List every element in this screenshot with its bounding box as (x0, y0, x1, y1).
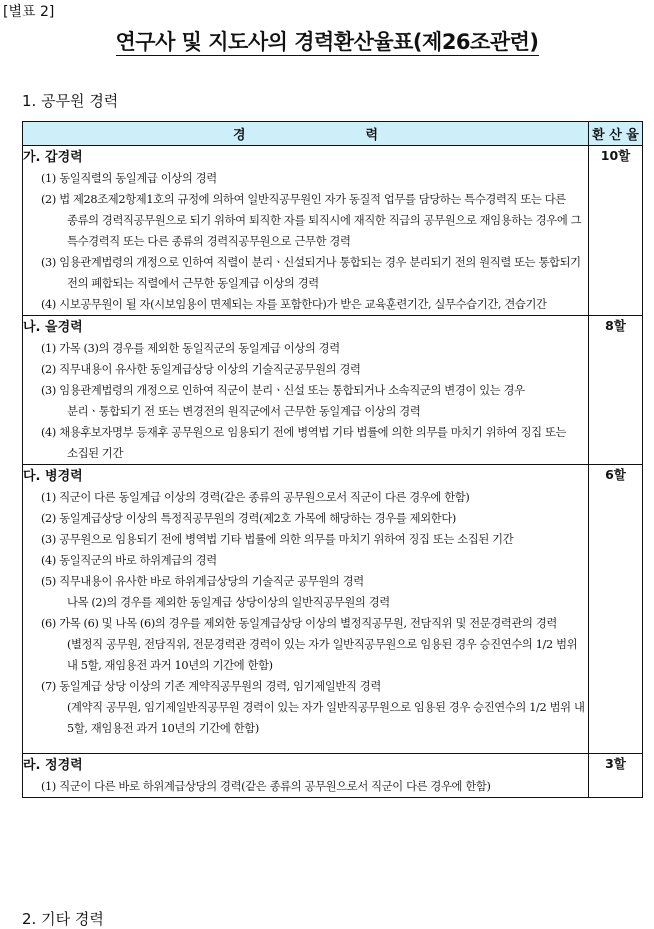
list-item: (1) 직군이 다른 동일계급 이상의 경력(같은 종류의 공무원으로서 직군이 다른 경우에 한함) (41, 491, 470, 504)
list-item: (2) 동일계급상당 이상의 특정직공무원의 경력(제2호 가목에 해당하는 경우를 제외한다) (41, 512, 456, 525)
table-row (23, 754, 643, 798)
rate-cell-d: 3할 (589, 754, 643, 798)
list-item: (3) 임용관계법령의 개정으로 인하여 직군이 분리ㆍ신설 또는 통합되거나 소속직군의 변경이 있는 경우 분리ㆍ통합되기 전 또는 변경전의 원직군에서 근무한 동일계급 이상의 경력 (41, 384, 525, 418)
section-1-title: 1. 공무원 경력 (22, 92, 119, 110)
career-conversion-table (22, 121, 643, 798)
category-title-b: 나. 을경력 (23, 320, 83, 335)
list-item: (2) 직무내용이 유사한 동일계급상당 이상의 기술직군공무원의 경력 (41, 363, 361, 376)
career-column-header (23, 122, 589, 146)
cell-spacer (23, 739, 588, 753)
annex-label: [별표 2] (3, 4, 55, 20)
career-header-second: 력 (365, 128, 379, 143)
table-header-row (23, 122, 643, 146)
page-title-text: 연구사 및 지도사의 경력환산율표(제26조관련) (115, 30, 539, 54)
category-cell-b (23, 316, 589, 465)
rate-cell-a: 10할 (589, 146, 643, 316)
career-header-first: 경 (232, 128, 246, 143)
list-item: (3) 임용관계법령의 개정으로 인하여 직렬이 분리ㆍ신설되거나 통합되는 경우 분리되기 전의 원직렬 또는 통합되기 전의 폐합되는 직렬에서 근무한 동일계급 이상의 경력 (41, 256, 581, 290)
category-cell-d (23, 754, 589, 798)
table-row (23, 316, 643, 465)
list-item: (7) 동일계급 상당 이상의 기존 계약직공무원의 경력, 임기제일반직 경력 (41, 680, 381, 693)
list-item: (6) 가목 (6) 및 나목 (6)의 경우를 제외한 동일계급상당 이상의 별정직공무원, 전담직위 및 전문경력관의 경력 (41, 617, 557, 630)
list-item: (1) 직군이 다른 바로 하위계급상당의 경력(같은 종류의 공무원으로서 직군이 다른 경우에 한함) (41, 780, 491, 793)
category-cell-c (23, 465, 589, 754)
category-title-d: 라. 정경력 (23, 758, 83, 773)
list-item: (2) 법 제28조제2항제1호의 규정에 의하여 일반직공무원인 자가 동질적 업무를 담당하는 특수경력직 또는 다른 종류의 경력직공무원으로 되기 위하여 퇴직한 자를 퇴직시에 재직한 직급의 공무원으로 재임용하는 경우에 그 특수경력직 또는 다른 종류의 경력직공무원으로 근무한 경력 (41, 193, 582, 248)
list-item: (3) 공무원으로 임용되기 전에 병역법 기타 법률에 의한 의무를 마치기 위하여 징집 또는 소집된 기간 (41, 533, 514, 546)
list-item: (4) 시보공무원이 될 자(시보임용이 면제되는 자를 포함한다)가 받은 교육훈련기간, 실무수습기간, 견습기간 (41, 298, 547, 311)
list-sub-item: (별정직 공무원, 전담직위, 전문경력관 경력이 있는 자가 일반직공무원으로 임용된 경우 승진연수의 1/2 범위 내 5할, 재임용전 과거 10년의 기간에 한함) (67, 638, 578, 672)
list-item: (4) 채용후보자명부 등재후 공무원으로 임용되기 전에 병역법 기타 법률에 의한 의무를 마치기 위하여 징집 또는 소집된 기간 (41, 426, 567, 460)
category-cell-a (23, 146, 589, 316)
page-title (0, 26, 654, 56)
rate-cell-c: 6할 (589, 465, 643, 754)
rate-cell-b: 8할 (589, 316, 643, 465)
category-title-a: 가. 갑경력 (23, 150, 83, 165)
list-item: (1) 가목 (3)의 경우를 제외한 동일직군의 동일계급 이상의 경력 (41, 342, 340, 355)
list-item: (4) 동일직군의 바로 하위계급의 경력 (41, 554, 217, 567)
list-sub-item: 나목 (2)의 경우를 제외한 동일계급 상당이상의 일반직공무원의 경력 (67, 596, 390, 609)
category-title-c: 다. 병경력 (23, 469, 83, 484)
list-item: (1) 동일직렬의 동일계급 이상의 경력 (41, 172, 217, 185)
table-row (23, 465, 643, 754)
table-row (23, 146, 643, 316)
list-sub-item: (계약직 공무원, 임기제일반직공무원 경력이 있는 자가 일반직공무원으로 임용된 경우 승진연수의 1/2 범위 내 5할, 재임용전 과거 10년의 기간에 한함) (67, 701, 585, 735)
rate-column-header: 환 산 율 (589, 122, 643, 146)
section-2-title: 2. 기타 경력 (22, 910, 104, 928)
list-item: (5) 직무내용이 유사한 바로 하위계급상당의 기술직군 공무원의 경력 (41, 575, 364, 588)
